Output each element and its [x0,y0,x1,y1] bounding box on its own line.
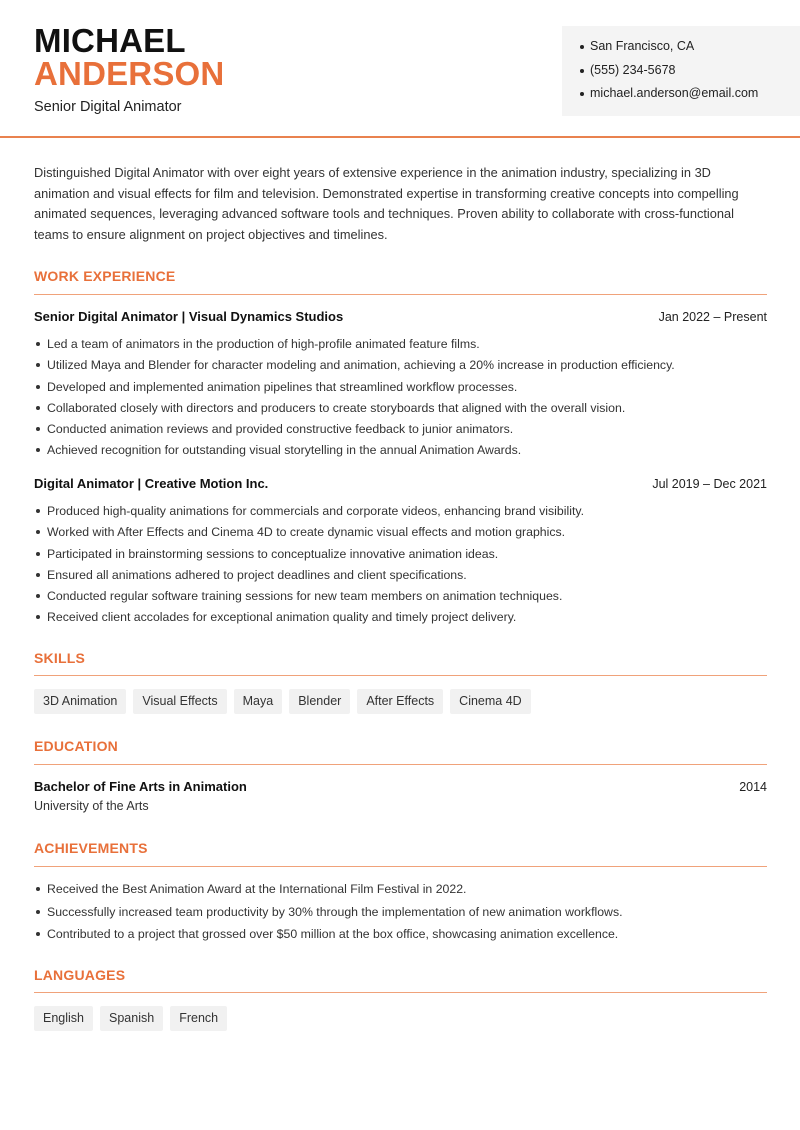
skill-tag: Cinema 4D [450,689,531,714]
list-item: Conducted animation reviews and provided constructive feedback to junior animators. [34,421,774,442]
contact-location: San Francisco, CA [590,39,695,53]
job-bullets [34,336,774,464]
section-divider [34,764,767,765]
job-dates: Jan 2022 – Present [658,310,767,324]
list-item: Received the Best Animation Award at the International Film Festival in 2022. [34,881,774,904]
list-item: Conducted regular software training sessions for new team members on animation techniques. [34,588,774,609]
section-divider [34,294,767,295]
list-item: Participated in brainstorming sessions to conceptualize innovative animation ideas. [34,546,774,567]
skill-tag: 3D Animation [34,689,126,714]
skill-tag: After Effects [357,689,443,714]
job-title: Senior Digital Animator [34,99,182,115]
skills-list [34,689,531,714]
list-item: Ensured all animations adhered to project deadlines and client specifications. [34,567,774,588]
contact-box [562,26,800,116]
language-tag: English [34,1006,93,1031]
degree: Bachelor of Fine Arts in Animation [34,779,247,794]
list-item: Collaborated closely with directors and producers to create storyboards that aligned with the overall vision. [34,400,774,421]
section-divider [34,992,767,993]
section-title-work: WORK EXPERIENCE [34,268,176,284]
list-item: Achieved recognition for outstanding visual storytelling in the annual Animation Awards. [34,442,774,463]
section-divider [34,866,767,867]
language-tag: French [170,1006,227,1031]
language-tag: Spanish [100,1006,163,1031]
achievement-bullets [34,881,774,949]
first-name: MICHAEL [34,22,186,59]
job-heading: Senior Digital Animator | Visual Dynamics Studios [34,309,344,324]
list-item: Contributed to a project that grossed over $50 million at the box office, showcasing animation excellence. [34,926,774,949]
list-item: Utilized Maya and Blender for character modeling and animation, achieving a 20% increase in production efficiency. [34,357,774,378]
resume-header [0,0,800,138]
job-heading: Digital Animator | Creative Motion Inc. [34,476,269,491]
section-divider [34,675,767,676]
last-name: ANDERSON [34,55,225,92]
section-title-achievements: ACHIEVEMENTS [34,840,148,856]
list-item: Led a team of animators in the production of high-profile animated feature films. [34,336,774,357]
skill-tag: Visual Effects [133,689,226,714]
list-item: Worked with After Effects and Cinema 4D to create dynamic visual effects and motion graphics. [34,524,774,545]
contact-phone: (555) 234-5678 [590,63,676,77]
education-year: 2014 [739,780,767,794]
list-item: Produced high-quality animations for commercials and corporate videos, enhancing brand visibility. [34,503,774,524]
job-bullets [34,503,774,631]
job-dates: Jul 2019 – Dec 2021 [652,477,767,491]
school: University of the Arts [34,799,149,813]
list-item: Developed and implemented animation pipelines that streamlined workflow processes. [34,379,774,400]
section-title-skills: SKILLS [34,650,85,666]
skill-tag: Maya [234,689,283,714]
skill-tag: Blender [289,689,350,714]
section-title-education: EDUCATION [34,738,118,754]
section-title-languages: LANGUAGES [34,967,126,983]
list-item: Successfully increased team productivity by 30% through the implementation of new animation workflows. [34,904,774,927]
languages-list [34,1006,227,1031]
contact-email[interactable]: michael.anderson@email.com [590,86,759,100]
summary-paragraph: Distinguished Digital Animator with over eight years of extensive experience in the animation industry, specializing in 3D animation and visual effects for film and television. Demonstrated expertise in transforming creative concepts into compelling animated sequences, leveraging advanced software tools and techniques. Proven ability to collaborate with cross-functional teams to ensure alignment on project objectives and timelines. [34,165,739,242]
list-item: Received client accolades for exceptional animation quality and timely project delivery. [34,609,774,630]
